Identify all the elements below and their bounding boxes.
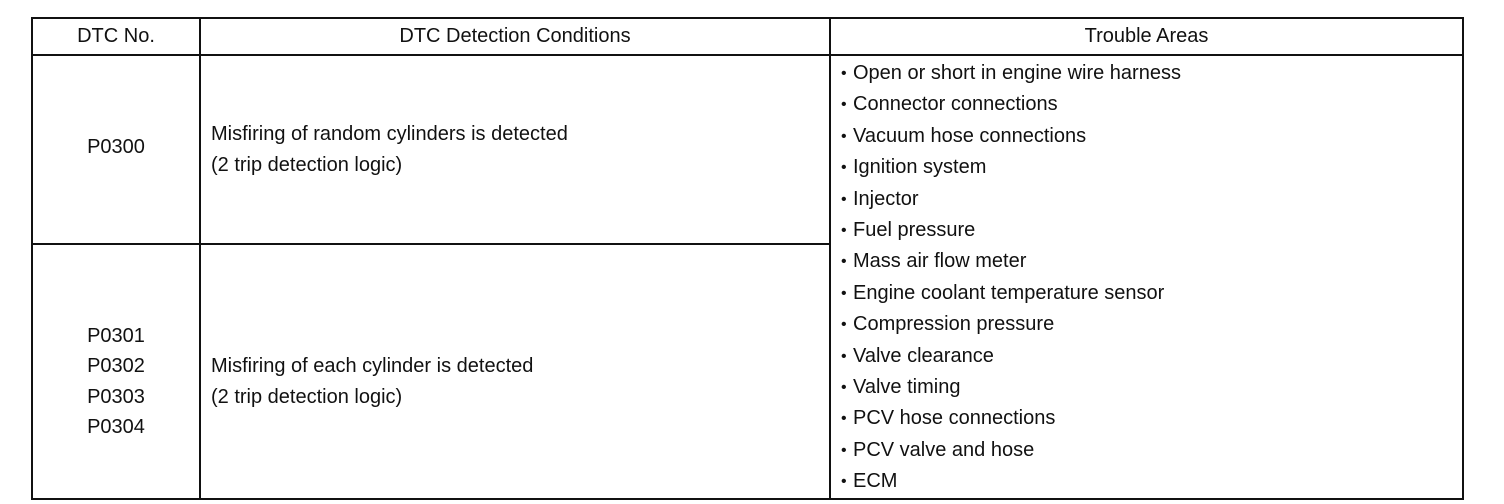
detection-condition-line: Misfiring of random cylinders is detected <box>211 123 568 146</box>
trouble-area-label: Ignition system <box>853 156 987 179</box>
trouble-area-item <box>841 435 1462 466</box>
detection-condition-line: Misfiring of each cylinder is detected <box>211 355 534 378</box>
trouble-areas-cell <box>830 55 1463 499</box>
trouble-area-label: Open or short in engine wire harness <box>853 62 1181 84</box>
bullet-icon: • <box>841 127 847 145</box>
detection-condition-line: (2 trip detection logic) <box>211 153 403 176</box>
bullet-icon: • <box>841 96 847 114</box>
trouble-area-label: PCV hose connections <box>853 407 1056 430</box>
table-row <box>32 55 1463 244</box>
trouble-area-label: Engine coolant temperature sensor <box>853 281 1165 304</box>
trouble-area-item <box>841 278 1462 309</box>
bullet-icon: • <box>841 190 847 208</box>
trouble-area-item <box>841 466 1462 497</box>
dtc-code-list <box>33 321 199 443</box>
trouble-area-label: Valve clearance <box>853 344 994 367</box>
trouble-area-item <box>841 372 1462 403</box>
bullet-icon: • <box>841 159 847 177</box>
header-dtc-no: DTC No. <box>32 18 200 55</box>
dtc-code: P0304 <box>87 416 145 439</box>
trouble-area-label: PCV valve and hose <box>853 438 1035 461</box>
trouble-area-item <box>841 89 1462 120</box>
bullet-icon: • <box>841 222 847 240</box>
bullet-icon: • <box>841 347 847 365</box>
header-detection-conditions: DTC Detection Conditions <box>200 18 830 55</box>
bullet-icon: • <box>841 65 847 82</box>
header-row <box>32 18 1463 55</box>
dtc-code: P0301 <box>87 324 145 347</box>
bullet-icon: • <box>841 316 847 334</box>
dtc-table <box>31 17 1464 500</box>
dtc-code-cell <box>32 244 200 498</box>
bullet-icon: • <box>841 284 847 302</box>
bullet-icon: • <box>841 441 847 459</box>
trouble-area-label: Fuel pressure <box>853 219 976 242</box>
dtc-code-cell <box>32 55 200 244</box>
bullet-icon: • <box>841 253 847 271</box>
trouble-area-item <box>841 403 1462 434</box>
trouble-area-item <box>841 152 1462 183</box>
trouble-area-item <box>841 121 1462 152</box>
bullet-icon: • <box>841 473 847 491</box>
bullet-icon: • <box>841 410 847 428</box>
trouble-area-item <box>841 215 1462 246</box>
dtc-code: P0300 <box>87 136 145 159</box>
trouble-area-item <box>841 309 1462 340</box>
trouble-area-label: Injector <box>853 187 919 210</box>
trouble-area-item <box>841 58 1462 89</box>
trouble-areas-list <box>841 58 1462 498</box>
bullet-icon: • <box>841 379 847 397</box>
trouble-area-label: ECM <box>853 470 898 493</box>
trouble-area-label: Valve timing <box>853 376 961 399</box>
trouble-area-label: Connector connections <box>853 93 1058 116</box>
trouble-area-item <box>841 341 1462 372</box>
dtc-code-list <box>33 132 199 163</box>
trouble-area-label: Vacuum hose connections <box>853 124 1087 147</box>
dtc-code: P0302 <box>87 355 145 378</box>
trouble-area-item <box>841 184 1462 215</box>
trouble-area-label: Mass air flow meter <box>853 250 1027 273</box>
trouble-area-label: Compression pressure <box>853 313 1055 336</box>
detection-condition-cell <box>200 55 830 244</box>
trouble-area-item <box>841 246 1462 277</box>
dtc-code: P0303 <box>87 385 145 408</box>
detection-condition-line: (2 trip detection logic) <box>211 385 403 408</box>
header-trouble-areas: Trouble Areas <box>830 18 1463 55</box>
detection-condition-cell <box>200 244 830 498</box>
